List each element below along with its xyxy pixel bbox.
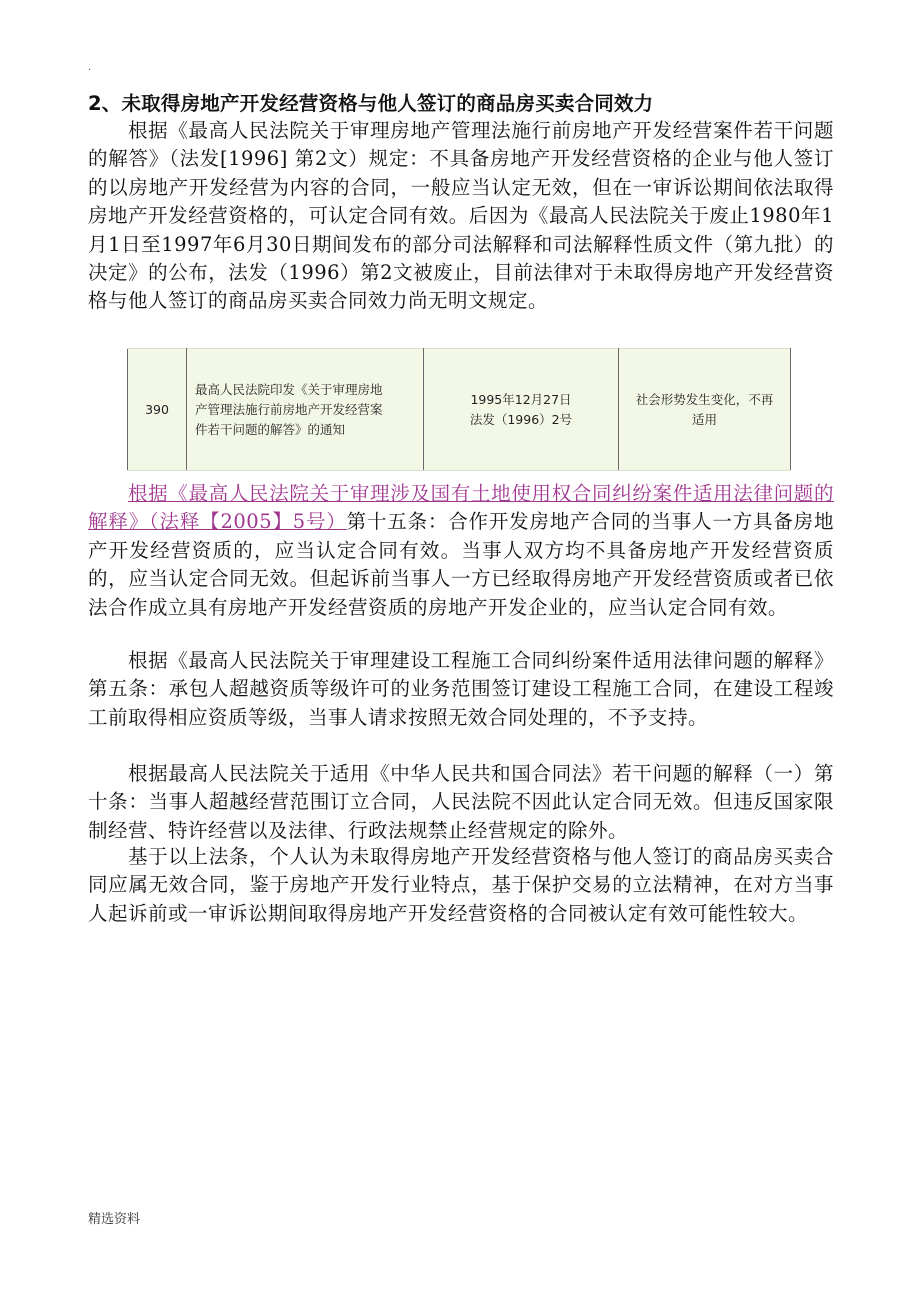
- paragraph-3: 根据《最高人民法院关于审理建设工程施工合同纠纷案件适用法律问题的解释》第五条：承包人超越资质等级许可的业务范围签订建设工程施工合同，在建设工程竣工前取得相应资质等级，当事人请求按照无效合同处理的，不予支持。: [88, 649, 834, 729]
- table-cell-date: [424, 349, 619, 471]
- table-cell-reason: [619, 349, 791, 471]
- footer-label: 精选资料: [88, 1212, 141, 1227]
- paragraph-1: 根据《最高人民法院关于审理房地产管理法施行前房地产开发经营案件若干问题的解答》（法发[1996] 第2文）规定：不具备房地产开发经营资格的企业与他人签订的以房地产开发经营为内容的合同，一般应当认定无效，但在一审诉讼期间依法取得房地产开发经营资格的，可认定合同有效。后因为《最高人民法院关于废止1980年1月1日至1997年6月30日期间发布的部分司法解释和司法解释性质文件（第九批）的决定》的公布，法发（1996）第2文被废止，目前法律对于未取得房地产开发经营资格与他人签订的商品房买卖合同效力尚无明文规定。: [88, 119, 834, 313]
- reason-line-2: 适用: [691, 411, 717, 427]
- paragraph-2-text: 第十五条：合作开发房地产合同的当事人一方具备房地产开发经营资质的，应当认定合同有效。当事人双方均不具备房地产开发经营资质的，应当认定合同无效。但起诉前当事人一方已经取得房地产开发经营资质或者已依法合作成立具有房地产开发经营资质的房地产开发企业的，应当认定合同有效。: [88, 510, 834, 619]
- regulation-link[interactable]: 根据《最高人民法院关于审理涉及国有土地使用权合同纠纷案件适用法律问题的解释》（法释【2005】5号）: [88, 482, 834, 534]
- paragraph-5: 基于以上法条，个人认为未取得房地产开发经营资格与他人签订的商品房买卖合同应属无效合同，鉴于房地产开发行业特点，基于保护交易的立法精神，在对方当事人起诉前或一审诉讼期间取得房地产开发经营资格的合同被认定有效可能性较大。: [88, 845, 834, 925]
- title-line-3: 件若干问题的解答》的通知: [195, 421, 346, 437]
- repeal-table-image: [127, 348, 791, 471]
- title-line-2: 产管理法施行前房地产开发经营案: [195, 401, 383, 417]
- reason-line-1: 社会形势发生变化，不再: [635, 391, 774, 407]
- table-cell-number: 390: [128, 349, 187, 471]
- title-line-1: 最高人民法院印发《关于审理房地: [195, 381, 383, 397]
- date-line-1: 1995年12月27日: [470, 391, 572, 407]
- paragraph-2: [88, 480, 834, 622]
- section-heading: 2、未取得房地产开发经营资格与他人签订的商品房买卖合同效力: [88, 92, 654, 115]
- page-marker-dot: ·: [88, 65, 92, 76]
- table-cell-title: [187, 349, 424, 471]
- table-row: [128, 349, 791, 471]
- repeal-table: [127, 348, 791, 471]
- date-line-2: 法发（1996）2号: [469, 411, 573, 427]
- paragraph-4: 根据最高人民法院关于适用《中华人民共和国合同法》若干问题的解释（一）第十条：当事人超越经营范围订立合同，人民法院不因此认定合同无效。但违反国家限制经营、特许经营以及法律、行政法规禁止经营规定的除外。: [88, 762, 834, 842]
